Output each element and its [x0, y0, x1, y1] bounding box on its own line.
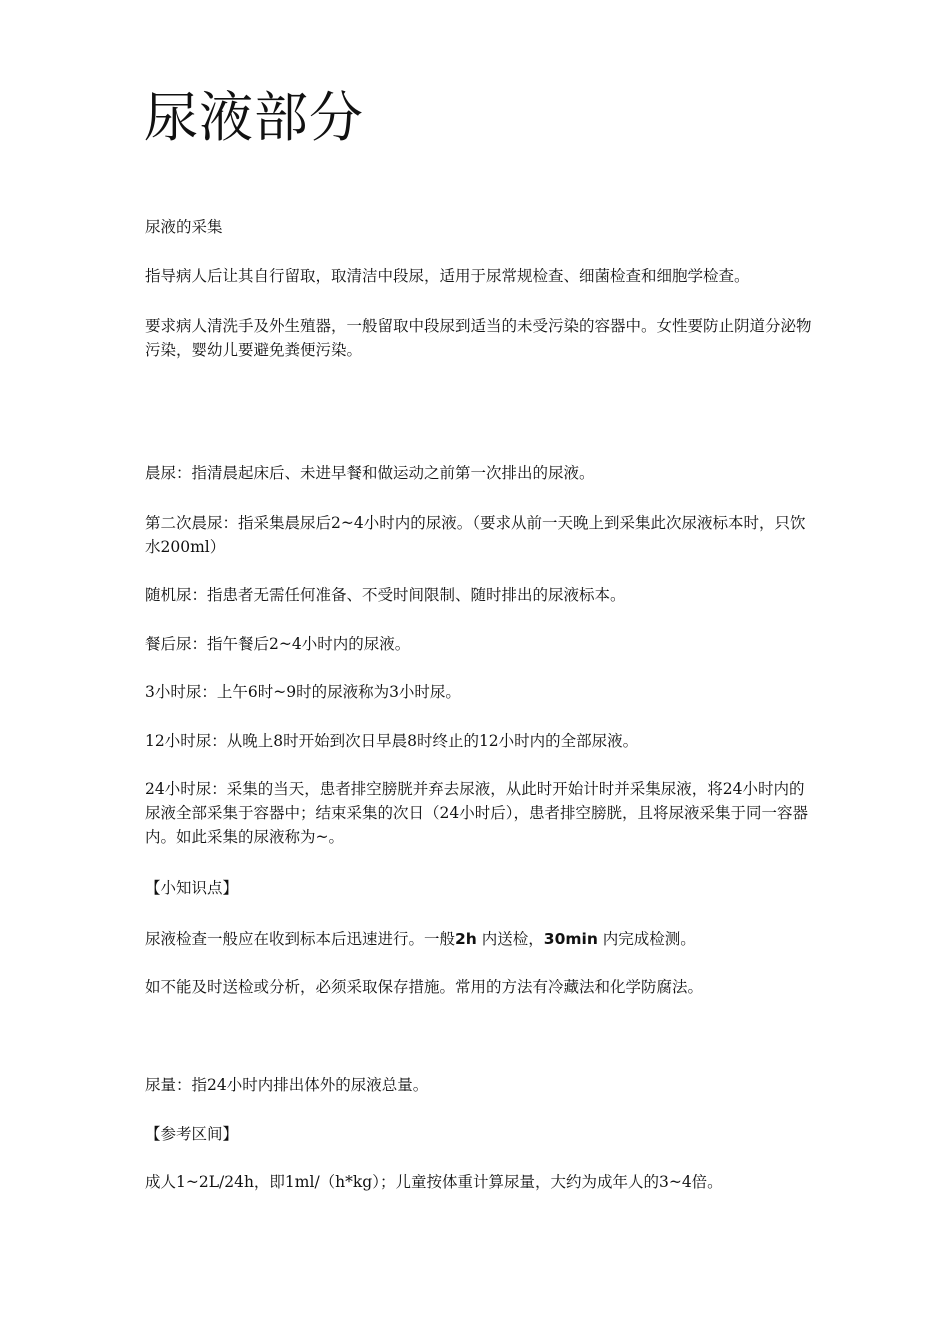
section-heading-tips: 【小知识点】 [145, 879, 239, 897]
testing-time-bold-2h: 2h [455, 930, 477, 948]
testing-time-text-2: 内送检， [476, 930, 544, 948]
paragraph-second-morning-urine: 第二次晨尿：指采集晨尿后2~4小时内的尿液。（要求从前一天晚上到采集此次尿液标本时，只饮水200ml） [145, 514, 806, 556]
paragraph-3-hour-urine: 3小时尿：上午6时~9时的尿液称为3小时尿。 [145, 683, 461, 701]
paragraph-random-urine: 随机尿：指患者无需任何准备、不受时间限制、随时排出的尿液标本。 [145, 586, 626, 604]
page-title: 尿液部分 [144, 86, 364, 149]
testing-time-text-3: 内完成检测。 [597, 930, 696, 948]
paragraph-12-hour-urine: 12小时尿：从晚上8时开始到次日早晨8时终止的12小时内的全部尿液。 [145, 732, 639, 750]
testing-time-bold-30min: 30min [543, 930, 598, 948]
paragraph-24-hour-urine: 24小时尿：采集的当天，患者排空膀胱并弃去尿液，从此时开始计时并采集尿液，将24小时内的尿液全部采集于容器中；结束采集的次日（24小时后），患者排空膀胱，且将尿液采集于同一容器内。如此采集的尿液称为~。 [145, 780, 808, 846]
paragraph-postprandial-urine: 餐后尿：指午餐后2~4小时内的尿液。 [145, 635, 411, 653]
section-heading-collection: 尿液的采集 [145, 218, 223, 236]
section-heading-reference: 【参考区间】 [145, 1125, 239, 1143]
testing-time-text-1: 尿液检查一般应在收到标本后迅速进行。一般 [145, 930, 456, 948]
paragraph-guidance: 指导病人后让其自行留取，取清洁中段尿，适用于尿常规检查、细菌检查和细胞学检查。 [145, 267, 750, 285]
paragraph-preservation: 如不能及时送检或分析，必须采取保存措施。常用的方法有冷藏法和化学防腐法。 [145, 978, 704, 996]
paragraph-morning-urine: 晨尿：指清晨起床后、未进早餐和做运动之前第一次排出的尿液。 [145, 464, 595, 482]
paragraph-requirements: 要求病人清洗手及外生殖器，一般留取中段尿到适当的未受污染的容器中。女性要防止阴道分泌物污染，婴幼儿要避免粪便污染。 [145, 317, 812, 359]
paragraph-reference-range: 成人1~2L/24h，即1ml/（h*kg）；儿童按体重计算尿量，大约为成年人的3~4倍。 [145, 1173, 723, 1191]
paragraph-urine-volume: 尿量：指24小时内排出体外的尿液总量。 [145, 1076, 429, 1094]
paragraph-testing-time [145, 927, 813, 951]
